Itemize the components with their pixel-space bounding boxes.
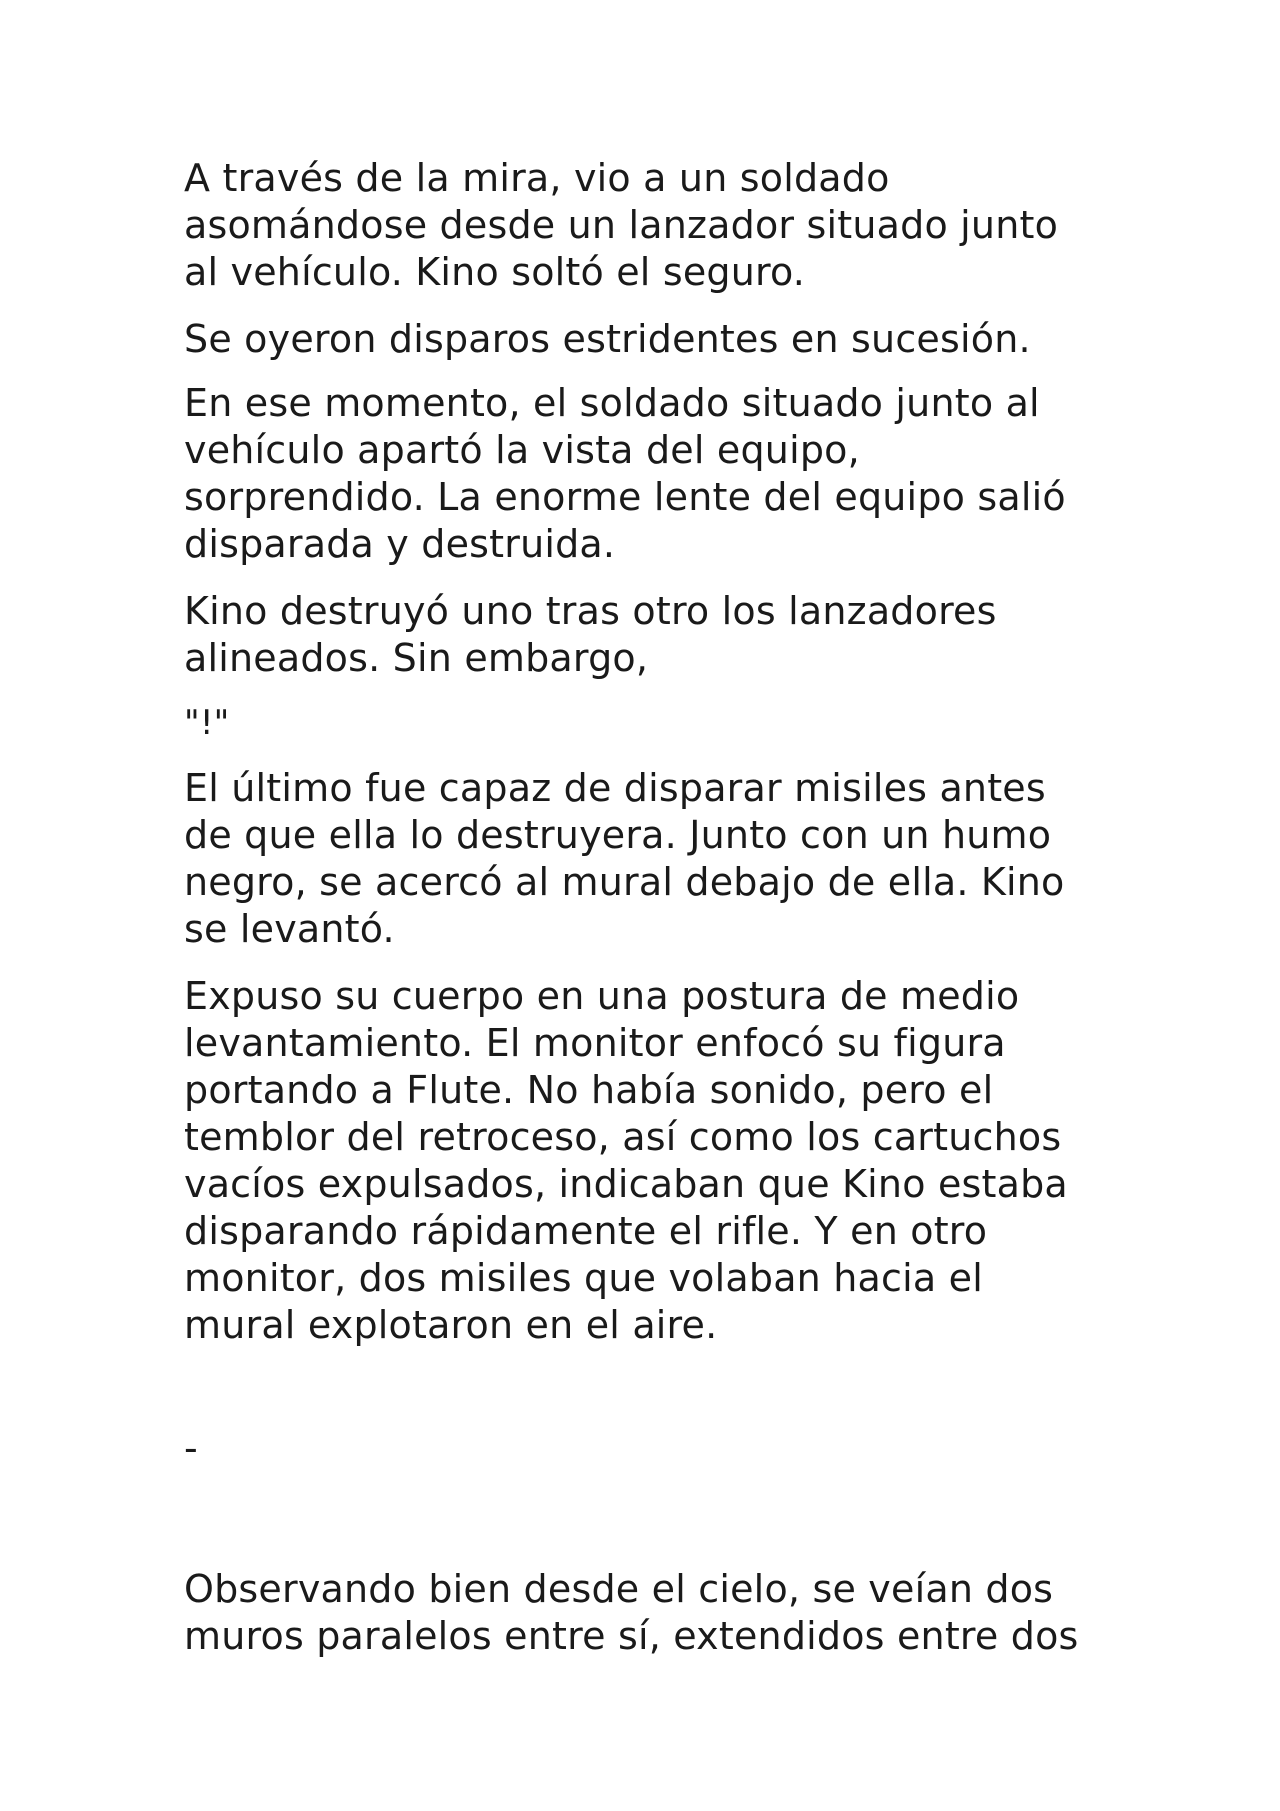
paragraph-3: En ese momento, el soldado situado junto al vehículo apartó la vista del equipo, sorprendido. La enorme lente del equipo salió disparada y destruida. (184, 381, 1066, 566)
paragraph-9: Observando bien desde el cielo, se veían dos muros paralelos entre sí, extendidos entre dos (184, 1567, 1079, 1658)
paragraph-2: Se oyeron disparos estridentes en sucesión. (184, 317, 1031, 361)
paragraph-4: Kino destruyó uno tras otro los lanzadores alineados. Sin embargo, (184, 589, 997, 680)
paragraph-7: Expuso su cuerpo en una postura de medio levantamiento. El monitor enfocó su figura portando a Flute. No había sonido, pero el temblor del retroceso, así como los cartuchos vacíos expulsados, indicaban que Kino estaba disparando rápidamente el rifle. Y en otro monitor, dos misiles que volaban hacia el mural explotaron en el aire. (184, 974, 1068, 1347)
paragraph-1: A través de la mira, vio a un soldado asomándose desde un lanzador situado junto al vehículo. Kino soltó el seguro. (184, 156, 1059, 294)
paragraph-6: El último fue capaz de disparar misiles antes de que ella lo destruyera. Junto con un humo negro, se acercó al mural debajo de ella. Kino se levantó. (184, 766, 1065, 951)
exclamation-line: "!" (184, 703, 230, 743)
section-divider: - (184, 1426, 198, 1470)
